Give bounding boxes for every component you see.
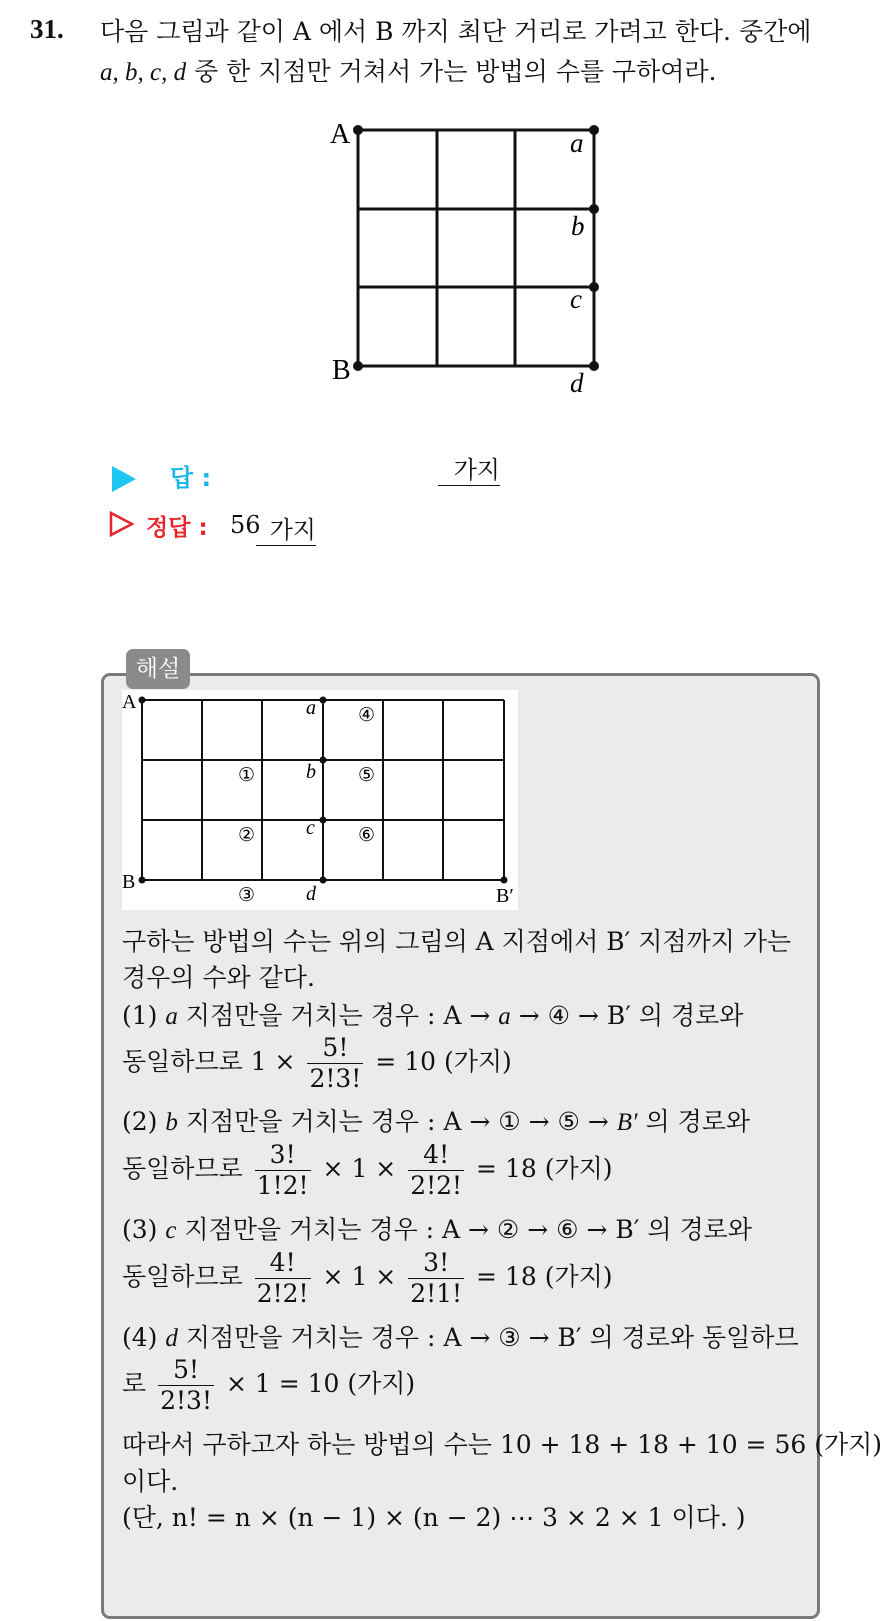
grid-figure-2 — [122, 690, 518, 910]
label-d: d — [570, 368, 584, 398]
correct-value: 56 — [230, 511, 261, 539]
grid-figure-1 — [320, 110, 620, 410]
point-c-dot — [589, 282, 599, 292]
fig2-circle-6: ⑥ — [358, 824, 376, 846]
label-b: b — [571, 211, 585, 241]
fig2-label-A: A — [122, 691, 137, 713]
question-line-1: 다음 그림과 같이 A 에서 B 까지 최단 거리로 가려고 한다. 중간에 — [100, 17, 812, 46]
solution-case-4-formula: 로 $\frac{5!}{2!3!}$ × 1 = 10 (가지) — [122, 1355, 416, 1415]
fig2-label-a: a — [306, 697, 316, 719]
correct-unit: 가지 — [256, 510, 316, 546]
label-a: a — [570, 128, 584, 158]
fig2-label-b: b — [306, 761, 316, 783]
label-c: c — [570, 284, 582, 314]
point-B-dot — [353, 361, 363, 371]
solution-case-4-line: (4) d 지점만을 거치는 경우 : A → ③ → B′ 의 경로와 동일하므 — [122, 1323, 799, 1352]
fig2-label-d: d — [306, 883, 316, 905]
answer-arrow-icon — [112, 466, 136, 492]
point-d-dot — [589, 361, 599, 371]
answer-label: 답 : — [170, 464, 212, 492]
fig2-label-c: c — [306, 817, 315, 839]
question-number: 31. — [30, 14, 64, 44]
fig2-label-B: B — [122, 871, 136, 893]
solution-conclusion-1: 따라서 구하고자 하는 방법의 수는 10 + 18 + 18 + 10 = 56 (가지) — [122, 1430, 883, 1459]
question-line-2 — [100, 52, 716, 88]
fig2-circle-1: ① — [238, 764, 256, 786]
solution-conclusion-2: 이다. — [122, 1467, 179, 1496]
solution-intro-1: 구하는 방법의 수는 위의 그림의 A 지점에서 B′ 지점까지 가는 — [122, 927, 792, 956]
fig2-label-Bprime: B′ — [496, 885, 514, 907]
solution-case-1-line: (1) a 지점만을 거치는 경우 : A → a → ④ → B′ 의 경로와 — [122, 1001, 744, 1030]
fig2-circle-2: ② — [238, 824, 256, 846]
solution-case-3-line: (3) c 지점만을 거치는 경우 : A → ② → ⑥ → B′ 의 경로와 — [122, 1215, 752, 1244]
correct-label: 정답 : — [146, 515, 208, 541]
point-a-dot — [589, 125, 599, 135]
fig2-circle-4: ④ — [358, 704, 376, 726]
question-variables: a, b, c, d — [100, 59, 187, 86]
fig2-circle-3: ③ — [238, 884, 256, 906]
correct-arrow-icon — [108, 510, 136, 538]
question-line-2-text: 중 한 지점만 거쳐서 가는 방법의 수를 구하여라. — [186, 57, 717, 86]
answer-unit: 가지 — [438, 450, 500, 486]
solution-case-2-formula: 동일하므로 $\frac{3!}{1!2!}$ × 1 × $\frac{4!}{2!2!}$ = 18 (가지) — [122, 1140, 613, 1200]
fig2-circle-5: ⑤ — [358, 764, 376, 786]
solution-intro-2: 경우의 수와 같다. — [122, 963, 315, 992]
point-A-dot — [353, 125, 363, 135]
solution-case-2-line: (2) b 지점만을 거치는 경우 : A → ① → ⑤ → B′ 의 경로와 — [122, 1107, 751, 1136]
solution-tag: 해설 — [126, 649, 190, 689]
point-b-dot — [589, 204, 599, 214]
solution-note: (단, n! = n × (n − 1) × (n − 2) ⋯ 3 × 2 × 1 이다. ) — [122, 1503, 746, 1532]
solution-case-3-formula: 동일하므로 $\frac{4!}{2!2!}$ × 1 × $\frac{3!}{2!1!}$ = 18 (가지) — [122, 1248, 613, 1308]
label-A: A — [330, 119, 351, 150]
label-B: B — [332, 355, 351, 386]
solution-case-1-formula: 동일하므로 1 × $\frac{5!}{2!3!}$ = 10 (가지) — [122, 1033, 512, 1093]
